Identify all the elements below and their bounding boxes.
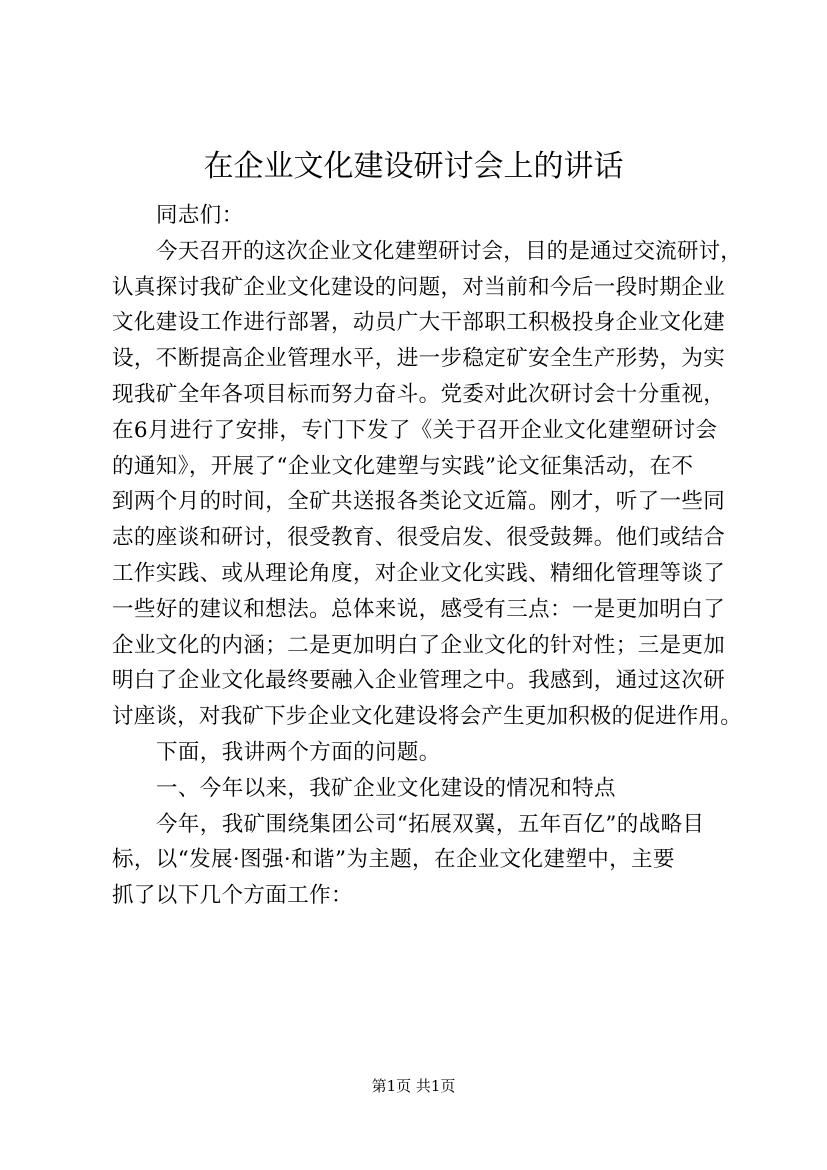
body-line: 同志们：: [156, 203, 244, 228]
body-line: 企业文化的内涵；二是更加明白了企业文化的针对性；三是更加: [112, 632, 726, 658]
body-line: 现我矿全年各项目标而努力奋斗。党委对此次研讨会十分重视，: [112, 381, 726, 407]
body-line: 的通知》，开展了“企业文化建塑与实践”论文征集活动，在不: [112, 453, 694, 479]
body-line: 抓了以下几个方面工作：: [112, 883, 353, 909]
body-line: 志的座谈和研讨，很受教育、很受启发、很受鼓舞。他们或结合: [112, 525, 726, 551]
document-body: [112, 198, 742, 914]
body-line: 标，以“发展·图强·和谐”为主题，在企业文化建塑中，主要: [112, 847, 675, 873]
body-line: 工作实践、或从理论角度，对企业文化实践、精细化管理等谈了: [112, 560, 726, 586]
body-line: 在6月进行了安排，专门下发了《关于召开企业文化建塑研讨会: [112, 417, 718, 443]
body-line: 设，不断提高企业管理水平，进一步稳定矿安全生产形势，为实: [112, 346, 726, 372]
body-line: 文化建设工作进行部署，动员广大干部职工积极投身企业文化建: [112, 310, 726, 336]
body-line: 讨座谈，对我矿下步企业文化建设将会产生更加积极的促进作用。: [112, 704, 742, 730]
body-line: 今天召开的这次企业文化建塑研讨会，目的是通过交流研讨，: [156, 238, 742, 264]
body-line: 到两个月的时间，全矿共送报各类论文近篇。刚才，听了一些同: [112, 489, 726, 515]
page-footer: 第1页 共1页: [371, 1077, 456, 1095]
body-line: 明白了企业文化最终要融入企业管理之中。我感到，通过这次研: [112, 668, 726, 694]
body-line: 认真探讨我矿企业文化建设的问题，对当前和今后一段时期企业: [112, 274, 726, 300]
body-line: 今年，我矿围绕集团公司“拓展双翼，五年百亿”的战略目: [156, 811, 705, 837]
body-line: 下面，我讲两个方面的问题。: [156, 739, 441, 765]
body-line: 一、今年以来，我矿企业文化建设的情况和特点: [156, 775, 616, 801]
body-line: 一些好的建议和想法。总体来说，感受有三点：一是更加明白了: [112, 596, 726, 622]
document-title: 在企业文化建设研讨会上的讲话: [203, 149, 624, 184]
